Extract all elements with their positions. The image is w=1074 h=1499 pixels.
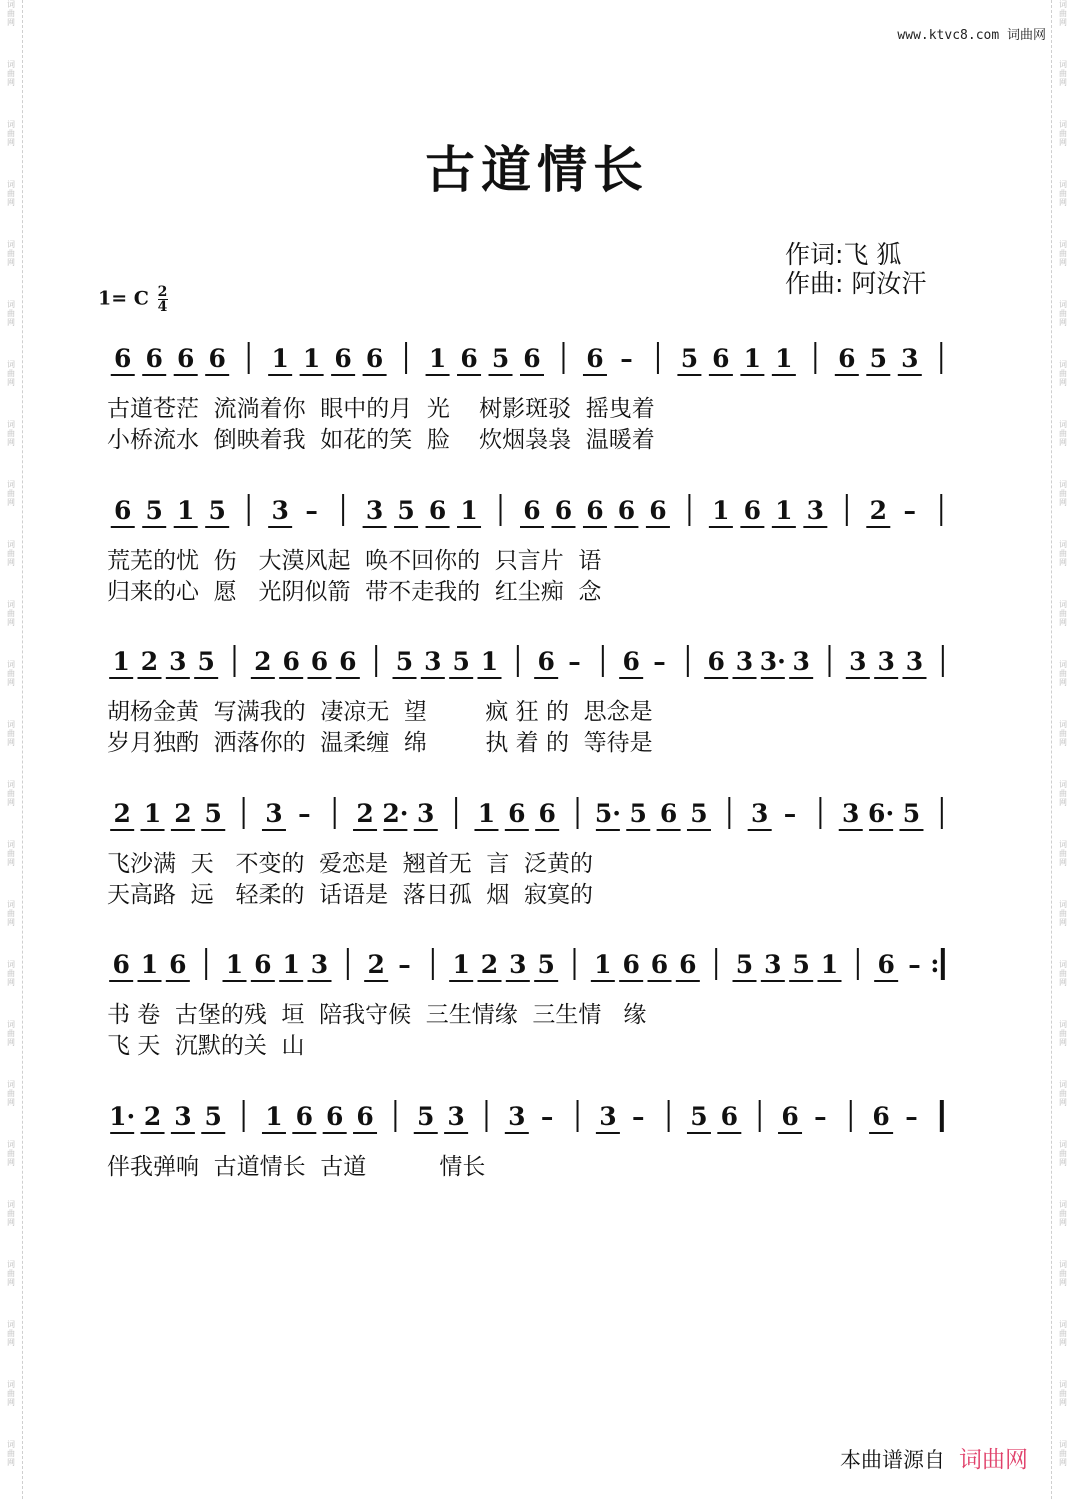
watermark-text: 词 曲 网 <box>7 360 15 387</box>
note: 3 <box>271 496 289 525</box>
note: 1· <box>109 1102 136 1131</box>
note: 3 <box>424 647 442 676</box>
note: 6 <box>145 344 163 373</box>
watermark-text: 词 曲 网 <box>7 720 15 747</box>
note: 3 <box>764 950 782 979</box>
hold-dash: – <box>783 799 797 828</box>
time-sig-top: 2 <box>157 284 168 300</box>
note: 6 <box>508 799 526 828</box>
note: 3 <box>806 496 825 525</box>
note: 2 <box>140 647 159 676</box>
note: 6 <box>339 647 357 676</box>
watermark-text: 词 曲 网 <box>7 1260 15 1287</box>
note: 2 <box>367 950 385 979</box>
watermark-text: 词 曲 网 <box>1059 840 1067 867</box>
watermark-text: 词 曲 网 <box>7 420 15 447</box>
score-system <box>0 492 1074 622</box>
hold-dash: – <box>305 496 318 525</box>
watermark-text: 词 曲 网 <box>7 540 15 567</box>
watermark-text: 词 曲 网 <box>7 1140 15 1167</box>
footer-brand[interactable]: 词曲网 <box>959 1447 1028 1473</box>
note: 6 <box>872 1102 890 1131</box>
note: 2 <box>254 647 272 676</box>
note: 5 <box>629 799 647 828</box>
note: 6 <box>356 1102 374 1131</box>
note: 5 <box>417 1102 435 1131</box>
watermark-text: 词 曲 网 <box>1059 960 1067 987</box>
note: 6 <box>707 647 725 676</box>
note: 1 <box>282 950 300 979</box>
note: 3 <box>447 1102 465 1131</box>
note: 6 <box>114 496 132 525</box>
note: 6 <box>177 344 195 373</box>
note: 6 <box>649 496 667 525</box>
watermark-text: 词 曲 网 <box>7 600 15 627</box>
note: 6 <box>208 344 226 373</box>
note: 1 <box>477 799 496 828</box>
lyric-line: 荒芜的忧 伤 大漠风起 唤不回你的 只言片 语 <box>107 548 602 574</box>
note: 3 <box>735 647 754 676</box>
watermark-text: 词 曲 网 <box>7 1440 15 1467</box>
note: 1 <box>143 799 162 828</box>
notation-line <box>107 946 957 996</box>
note: 6 <box>169 950 187 979</box>
note: 3 <box>842 799 860 828</box>
note: 6 <box>295 1102 314 1131</box>
lyric-line: 飞沙满 天 不变的 爱恋是 翘首无 言 泛黄的 <box>107 851 594 877</box>
notation-line <box>107 643 957 693</box>
hold-dash: – <box>908 950 921 979</box>
note: 6 <box>554 496 573 525</box>
watermark-text: 词 曲 网 <box>7 1020 15 1047</box>
note: 6 <box>877 950 895 979</box>
note: 6 <box>310 647 329 676</box>
note: 6 <box>838 344 856 373</box>
note: 3 <box>792 647 810 676</box>
score-system <box>0 643 1074 773</box>
note: 3 <box>417 799 435 828</box>
note: 5 <box>735 950 754 979</box>
note: 6 <box>712 344 730 373</box>
watermark-text: 词 曲 网 <box>7 120 15 147</box>
hold-dash: – <box>568 647 581 676</box>
note: 2· <box>382 799 409 828</box>
note: 5 <box>491 344 510 373</box>
note: 1 <box>743 344 762 373</box>
site-url[interactable]: www.ktvc8.com 词曲网 <box>897 28 1046 43</box>
note: 3· <box>759 647 786 676</box>
note: 6 <box>617 496 636 525</box>
watermark-text: 词 曲 网 <box>7 1200 15 1227</box>
note: 5 <box>792 950 810 979</box>
hold-dash: – <box>540 1102 554 1131</box>
lyric-line: 飞 天 沉默的关 山 <box>107 1033 305 1059</box>
note: 1 <box>594 950 612 979</box>
watermark-text: 词 曲 网 <box>7 1080 15 1107</box>
note: 6 <box>622 950 640 979</box>
note: 6 <box>720 1102 739 1131</box>
watermark-text: 词 曲 网 <box>1059 360 1067 387</box>
note: 6 <box>334 344 352 373</box>
notation-line <box>107 795 957 845</box>
note: 6 <box>523 496 541 525</box>
note: 1 <box>265 1102 283 1131</box>
note: 6 <box>325 1102 344 1131</box>
note: 6 <box>622 647 640 676</box>
watermark-text: 词 曲 网 <box>1059 0 1067 27</box>
key-signature <box>98 285 168 314</box>
page-title: 古道情长 <box>425 140 649 199</box>
note: 1 <box>820 950 839 979</box>
note: 3 <box>849 647 867 676</box>
time-signature <box>158 285 168 314</box>
hold-dash: – <box>653 647 666 676</box>
watermark-text: 词 曲 网 <box>7 180 15 207</box>
note: 3 <box>750 799 769 828</box>
watermark-text: 词 曲 网 <box>1059 1020 1067 1047</box>
watermark-text: 词 曲 网 <box>7 480 15 507</box>
lyric-line: 胡杨金黄 写满我的 凄凉无 望 疯 狂 的 思念是 <box>107 699 653 725</box>
lyricist: 作词:飞 狐 <box>785 240 902 269</box>
watermark-text: 词 曲 网 <box>1059 420 1067 447</box>
composer: 作曲: 阿汝汗 <box>785 269 927 298</box>
lyric-line: 小桥流水 倒映着我 如花的笑 脸 炊烟袅袅 温暖着 <box>107 427 655 453</box>
note: 6· <box>868 799 895 828</box>
note: 5 <box>208 496 226 525</box>
note: 5 <box>680 344 699 373</box>
repeat-sign: : <box>930 949 940 978</box>
note: 5 <box>145 496 163 525</box>
watermark-text: 词 曲 网 <box>1059 660 1067 687</box>
note: 6 <box>365 344 384 373</box>
note: 3 <box>365 496 384 525</box>
note: 5· <box>594 799 621 828</box>
hold-dash: – <box>398 950 411 979</box>
watermark-text: 词 曲 网 <box>1059 540 1067 567</box>
watermark-text: 词 曲 网 <box>7 0 15 27</box>
note: 6 <box>460 344 478 373</box>
watermark-text: 词 曲 网 <box>1059 1260 1067 1287</box>
watermark-text: 词 曲 网 <box>7 240 15 267</box>
watermark-text: 词 曲 网 <box>7 300 15 327</box>
note: 1 <box>225 950 244 979</box>
watermark-text: 词 曲 网 <box>7 1380 15 1407</box>
watermark-text: 词 曲 网 <box>1059 60 1067 87</box>
watermark-text: 词 曲 网 <box>1059 240 1067 267</box>
note: 5 <box>204 1102 222 1131</box>
notation-line <box>107 1098 957 1148</box>
note: 1 <box>140 950 159 979</box>
note: 2 <box>143 1102 162 1131</box>
score-system <box>0 1098 1074 1228</box>
lyric-line: 岁月独酌 洒落你的 温柔缠 绵 执 着 的 等待是 <box>107 730 653 756</box>
lyric-line: 天高路 远 轻柔的 话语是 落日孤 烟 寂寞的 <box>107 882 594 908</box>
score-system <box>0 340 1074 470</box>
note: 5 <box>204 799 222 828</box>
time-sig-bottom: 4 <box>157 299 168 315</box>
note: 6 <box>112 950 130 979</box>
note: 2 <box>869 496 887 525</box>
note: 5 <box>397 496 415 525</box>
note: 5 <box>902 799 921 828</box>
note: 5 <box>395 647 414 676</box>
note: 6 <box>254 950 272 979</box>
hold-dash: – <box>620 344 633 373</box>
score-system <box>0 795 1074 925</box>
note: 3 <box>265 799 283 828</box>
note: 2 <box>356 799 374 828</box>
notation-line <box>107 492 957 542</box>
watermark-text: 词 曲 网 <box>7 780 15 807</box>
watermark-text: 词 曲 网 <box>7 1320 15 1347</box>
note: 5 <box>452 647 470 676</box>
note: 6 <box>743 496 762 525</box>
note: 2 <box>174 799 192 828</box>
note: 1 <box>712 496 730 525</box>
note: 6 <box>538 799 556 828</box>
note: 6 <box>282 647 300 676</box>
note: 1 <box>775 344 793 373</box>
watermark-text: 词 曲 网 <box>7 960 15 987</box>
hold-dash: – <box>903 496 917 525</box>
note: 6 <box>586 496 604 525</box>
lyric-line: 伴我弹响 古道情长 古道 情长 <box>107 1154 486 1180</box>
watermark-text: 词 曲 网 <box>7 660 15 687</box>
hold-dash: – <box>632 1102 645 1131</box>
note: 3 <box>310 950 329 979</box>
watermark-text: 词 曲 网 <box>1059 1380 1067 1407</box>
lyric-line: 书 卷 古堡的残 垣 陪我守候 三生情缘 三生情 缘 <box>107 1002 647 1028</box>
note: 6 <box>586 344 604 373</box>
note: 3 <box>905 647 924 676</box>
watermark-text: 词 曲 网 <box>1059 480 1067 507</box>
watermark-text: 词 曲 网 <box>1059 720 1067 747</box>
watermark-text: 词 曲 网 <box>1059 1440 1067 1467</box>
note: 1 <box>775 496 793 525</box>
notation-line <box>107 340 957 390</box>
note: 1 <box>177 496 195 525</box>
watermark-text: 词 曲 网 <box>7 900 15 927</box>
note: 5 <box>690 799 708 828</box>
note: 1 <box>460 496 478 525</box>
note: 1 <box>302 344 321 373</box>
note: 5 <box>869 344 887 373</box>
note: 3 <box>509 950 527 979</box>
note: 6 <box>659 799 678 828</box>
watermark-text: 词 曲 网 <box>1059 1200 1067 1227</box>
watermark-text: 词 曲 网 <box>1059 600 1067 627</box>
footer <box>840 1441 1028 1474</box>
note: 2 <box>480 950 499 979</box>
watermark-text: 词 曲 网 <box>1059 780 1067 807</box>
note: 6 <box>523 344 541 373</box>
note: 3 <box>599 1102 617 1131</box>
watermark-text: 词 曲 网 <box>1059 120 1067 147</box>
note: 6 <box>679 950 697 979</box>
note: 6 <box>781 1102 799 1131</box>
note: 1 <box>452 950 470 979</box>
watermark-text: 词 曲 网 <box>7 840 15 867</box>
hold-dash: – <box>298 799 311 828</box>
note: 3 <box>169 647 187 676</box>
note: 6 <box>650 950 669 979</box>
watermark-text: 词 曲 网 <box>1059 1080 1067 1107</box>
watermark-text: 词 曲 网 <box>1059 900 1067 927</box>
score-system <box>0 946 1074 1076</box>
watermark-text: 词 曲 网 <box>7 60 15 87</box>
watermark-text: 词 曲 网 <box>1059 180 1067 207</box>
note: 3 <box>174 1102 192 1131</box>
note: 3 <box>901 344 919 373</box>
note: 5 <box>537 950 555 979</box>
credits <box>785 240 926 298</box>
watermark-text: 词 曲 网 <box>1059 1140 1067 1167</box>
watermark-text: 词 曲 网 <box>1059 1320 1067 1347</box>
note: 1 <box>271 344 289 373</box>
note: 6 <box>537 647 555 676</box>
note: 3 <box>508 1102 526 1131</box>
note: 6 <box>428 496 447 525</box>
lyric-line: 归来的心 愿 光阴似箭 带不走我的 红尘痴 念 <box>107 579 602 605</box>
lyric-line: 古道苍茫 流淌着你 眼中的月 光 树影斑驳 摇曳着 <box>107 396 655 422</box>
note: 3 <box>877 647 895 676</box>
note: 1 <box>480 647 499 676</box>
footer-text: 本曲谱源自 <box>840 1448 945 1472</box>
note: 6 <box>114 344 132 373</box>
key-label: 1= C <box>98 287 149 310</box>
hold-dash: – <box>905 1102 918 1131</box>
note: 2 <box>113 799 131 828</box>
note: 1 <box>428 344 447 373</box>
note: 1 <box>112 647 130 676</box>
note: 5 <box>690 1102 708 1131</box>
note: 5 <box>197 647 215 676</box>
hold-dash: – <box>814 1102 827 1131</box>
watermark-text: 词 曲 网 <box>1059 300 1067 327</box>
